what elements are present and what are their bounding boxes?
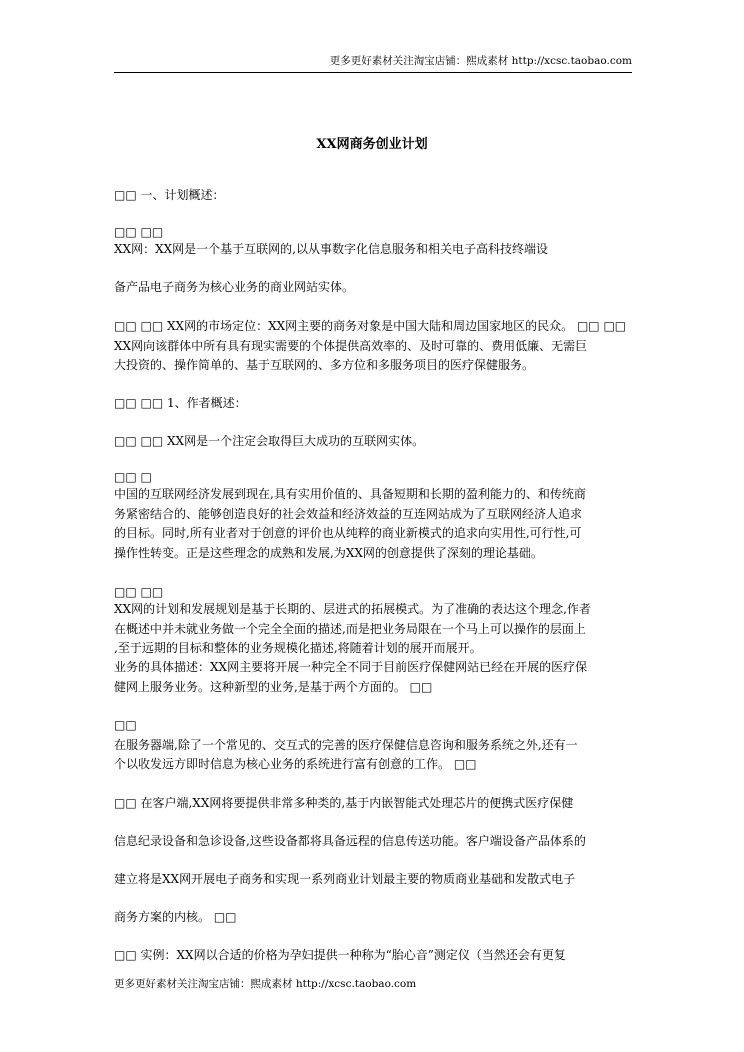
body-line: 信息纪录设备和急诊设备,这些设备都将具备远程的信息传送功能。客户端设备产品体系的 (114, 834, 586, 848)
body-line: 商务方案的内核。 □□ (114, 910, 237, 924)
body-line: XX网向该群体中所有具有现实需要的个体提供高效率的、及时可靠的、费用低廉、无需巨 (114, 339, 588, 353)
body-line: □□ (114, 718, 137, 732)
page-header: 更多更好素材关注淘宝店铺：熙成素材 http://xcsc.taobao.com (329, 55, 632, 67)
body-line: □□ □□ 1、作者概述： (114, 396, 247, 410)
body-line: 务紧密结合的、能够创造良好的社会效益和经济效益的互连网站成为了互联网经济人追求 (114, 507, 583, 521)
body-line: 在服务器端,除了一个常见的、交互式的完善的医疗保健信息咨询和服务系统之外,还有一 (114, 738, 578, 752)
body-line: XX网的计划和发展规划是基于长期的、层进式的拓展模式。为了准确的表达这个理念,作者 (114, 602, 591, 616)
body-line: XX网：XX网是一个基于互联网的,以从事数字化信息服务和相关电子高科技终端设 (114, 242, 548, 256)
body-line: 个以收发远方即时信息为核心业务的系统进行富有创意的工作。 □□ (114, 757, 477, 771)
body-line: 中国的互联网经济发展到现在,具有实用价值的、具备短期和长期的盈利能力的、和传统商 (114, 487, 586, 501)
body-line: ,至于远期的目标和整体的业务规模化描述,将随着计划的展开而展开。 (114, 641, 482, 655)
body-line: □□ 在客户端,XX网将要提供非常多种类的,基于内嵌智能式处理芯片的便携式医疗保健 (114, 796, 574, 810)
body-line: 健网上服务业务。这种新型的业务,是基于两个方面的。 □□ (114, 680, 433, 694)
document-title: XX网商务创业计划 (316, 137, 428, 152)
body-line: 在概述中并未就业务做一个完全全面的描述,而是把业务局限在一个马上可以操作的层面上 (114, 622, 586, 636)
body-line: 备产品电子商务为核心业务的商业网站实体。 (114, 280, 355, 294)
body-line: □□ □□ XX网是一个注定会取得巨大成功的互联网实体。 (114, 434, 425, 448)
page-footer: 更多更好素材关注淘宝店铺：熙成素材 http://xcsc.taobao.com (114, 978, 417, 990)
body-line: □□ □□ XX网的市场定位：XX网主要的商务对象是中国大陆和周边国家地区的民众。 □□ □□ (114, 319, 627, 333)
body-line: 建立将是XX网开展电子商务和实现一系列商业计划最主要的物质商业基础和发散式电子 (114, 872, 576, 886)
body-line: □□ □□ (114, 585, 164, 599)
body-line: □□ □ (114, 470, 152, 484)
body-line: □□ 一、计划概述： (114, 188, 225, 202)
body-line: □□ 实例：XX网以合适的价格为孕妇提供一种称为“胎心音”测定仪（当然还会有更复 (114, 948, 566, 962)
body-line: □□ □□ (114, 225, 164, 239)
body-line: 的目标。同时,所有业者对于创意的评价也从纯粹的商业新模式的追求向实用性,可行性,可 (114, 526, 582, 540)
body-line: 大投资的、操作简单的、基于互联网的、多方位和多服务项目的医疗保健服务。 (114, 358, 535, 372)
body-line: 操作性转变。正是这些理念的成熟和发展,为XX网的创意提供了深刻的理论基础。 (114, 546, 543, 560)
body-line: 业务的具体描述：XX网主要将开展一种完全不同于目前医疗保健网站已经在开展的医疗保 (114, 660, 588, 674)
